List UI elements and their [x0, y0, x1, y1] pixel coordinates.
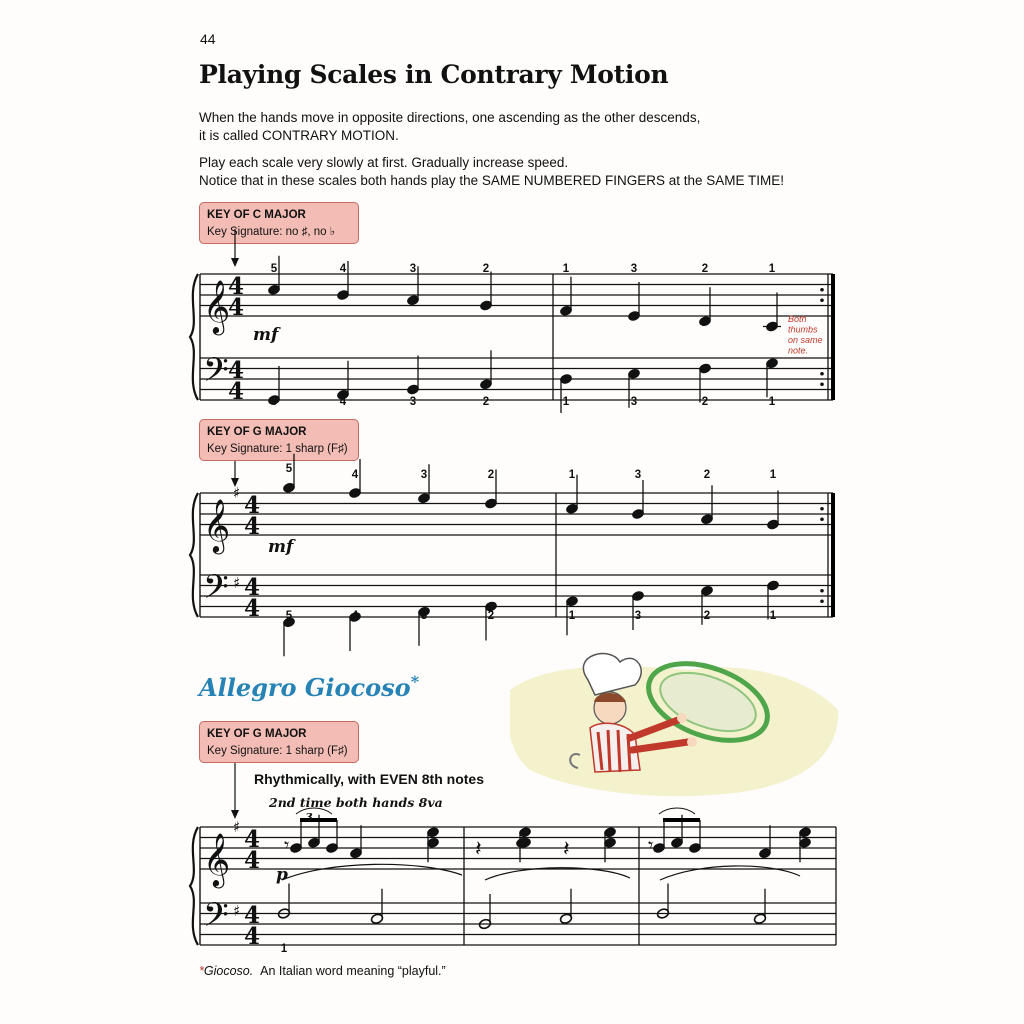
time-signature-top: 4 [244, 826, 261, 853]
fingering-number: 4 [351, 469, 359, 481]
key-box-signature: Key Signature: no ♯, no ♭ [207, 226, 336, 238]
key-signature-sharp-icon: ♯ [233, 818, 241, 836]
key-signature-sharp-icon: ♯ [233, 902, 241, 920]
fingering-number: 1 [769, 610, 777, 622]
phrase-slur [660, 866, 800, 880]
dynamic-marking: mf [268, 537, 294, 557]
key-box-title: KEY OF G MAJOR [207, 426, 307, 438]
time-signature-bottom: 4 [244, 595, 261, 622]
grand-staff-brace [190, 274, 198, 400]
fingering-number: 2 [482, 263, 490, 275]
time-signature-bottom: 4 [228, 378, 245, 405]
fingering-number: 1 [768, 263, 776, 275]
time-signature-bottom: 4 [244, 923, 261, 950]
fingering-number: 2 [701, 396, 709, 408]
key-signature-sharp-icon: ♯ [233, 484, 241, 502]
footnote-marker: * [199, 964, 204, 978]
fingering-number: 4 [351, 610, 359, 622]
bass-clef-icon: 𝄢 [203, 896, 229, 943]
time-signature-top: 4 [244, 574, 261, 601]
piece-title-text: Allegro Giocoso [199, 673, 411, 702]
fingering-number: 2 [703, 610, 711, 622]
footnote-text: An Italian word meaning “playful.” [260, 964, 446, 978]
fingering-number: 2 [487, 610, 495, 622]
repeat-dot [820, 372, 824, 376]
repeat-barline-thick [831, 274, 835, 400]
footnote [199, 964, 446, 978]
fingering-number: 3 [630, 396, 638, 408]
treble-clef-icon: 𝄞 [203, 498, 231, 552]
key-box-title: KEY OF C MAJOR [207, 209, 306, 221]
fingering-number: 1 [568, 610, 576, 622]
time-signature-top: 4 [228, 357, 245, 384]
slur [659, 808, 695, 814]
eighth-rest-icon: 𝄾 [284, 833, 290, 857]
time-signature-top: 4 [244, 902, 261, 929]
intro-line: When the hands move in opposite directions, one ascending as the other descends, [199, 110, 701, 125]
fingering-number: 2 [703, 469, 711, 481]
key-box-signature: Key Signature: 1 sharp (F♯) [207, 745, 348, 757]
thumb-annotation-line: on same [788, 335, 823, 345]
fingering-number: 4 [339, 396, 347, 408]
treble-clef-icon: 𝄞 [203, 279, 231, 333]
repeat-dot [820, 507, 824, 511]
treble-clef-icon: 𝄞 [203, 832, 231, 886]
repeat-barline-thick [831, 493, 835, 617]
fingering-number: 5 [270, 263, 278, 275]
fingering-number: 2 [482, 396, 490, 408]
thumb-annotation-line: Both [788, 314, 807, 324]
thumb-annotation-line: note. [788, 345, 809, 356]
fingering-number: 5 [285, 463, 293, 475]
key-arrow-head [231, 258, 239, 267]
key-box-title: KEY OF G MAJOR [207, 728, 307, 740]
grand-staff-brace [190, 827, 198, 945]
key-signature-sharp-icon: ♯ [233, 574, 241, 592]
quarter-rest-icon: 𝄽 [563, 837, 570, 862]
intro-line: Play each scale very slowly at first. Gradually increase speed. [199, 155, 569, 170]
footnote-marker: * [410, 672, 420, 691]
thumb-annotation-line: thumbs [788, 324, 818, 335]
repeat-dot [820, 589, 824, 593]
fingering-number: 3 [420, 610, 428, 622]
fingering-number: 1 [280, 943, 288, 955]
time-signature-top: 4 [244, 492, 261, 519]
bass-clef-icon: 𝄢 [203, 568, 229, 615]
key-box-signature: Key Signature: 1 sharp (F♯) [207, 443, 348, 455]
phrase-slur [282, 864, 462, 880]
eighth-rest-icon: 𝄾 [648, 833, 654, 857]
fingering-number: 3 [409, 263, 417, 275]
quarter-rest-icon: 𝄽 [475, 837, 482, 862]
fingering-number: 3 [630, 263, 638, 275]
dynamic-marking: mf [253, 325, 279, 345]
fingering-number: 1 [768, 396, 776, 408]
footnote-word: Giocoso. [203, 964, 254, 978]
triplet-mark: 3 [305, 811, 313, 824]
dynamic-marking: p [276, 865, 288, 885]
repeat-dot [820, 599, 824, 603]
slur [296, 808, 332, 814]
intro-line: Notice that in these scales both hands play the SAME NUMBERED FINGERS at the SAME TIME! [199, 173, 784, 188]
time-signature-top: 4 [228, 273, 245, 300]
page-number: 44 [200, 31, 216, 47]
repeat-dot [820, 382, 824, 386]
time-signature-bottom: 4 [244, 847, 261, 874]
fingering-number: 5 [285, 610, 293, 622]
time-signature-bottom: 4 [244, 513, 261, 540]
repeat-dot [820, 298, 824, 302]
grand-staff-brace [190, 493, 198, 617]
fingering-number: 1 [562, 396, 570, 408]
repeat-dot [820, 517, 824, 521]
fingering-number: 3 [634, 610, 642, 622]
bass-clef-icon: 𝄢 [203, 351, 229, 398]
repeat-dot [820, 288, 824, 292]
fingering-number: 3 [409, 396, 417, 408]
fingering-number: 3 [420, 469, 428, 481]
fingering-number: 2 [487, 469, 495, 481]
intro-line: it is called CONTRARY MOTION. [199, 128, 399, 143]
fingering-number: 4 [339, 263, 347, 275]
fingering-number: 1 [769, 469, 777, 481]
fingering-number: 3 [634, 469, 642, 481]
fingering-number: 2 [701, 263, 709, 275]
fingering-number: 5 [270, 396, 278, 408]
eighth-beam [663, 818, 700, 822]
tempo-marking: Rhythmically, with EVEN 8th notes [254, 771, 485, 787]
fingering-number: 1 [568, 469, 576, 481]
time-signature-bottom: 4 [228, 294, 245, 321]
fingering-number: 1 [562, 263, 570, 275]
page-title: Playing Scales in Contrary Motion [199, 60, 669, 89]
octave-instruction: 2nd time both hands 8va [269, 795, 443, 810]
